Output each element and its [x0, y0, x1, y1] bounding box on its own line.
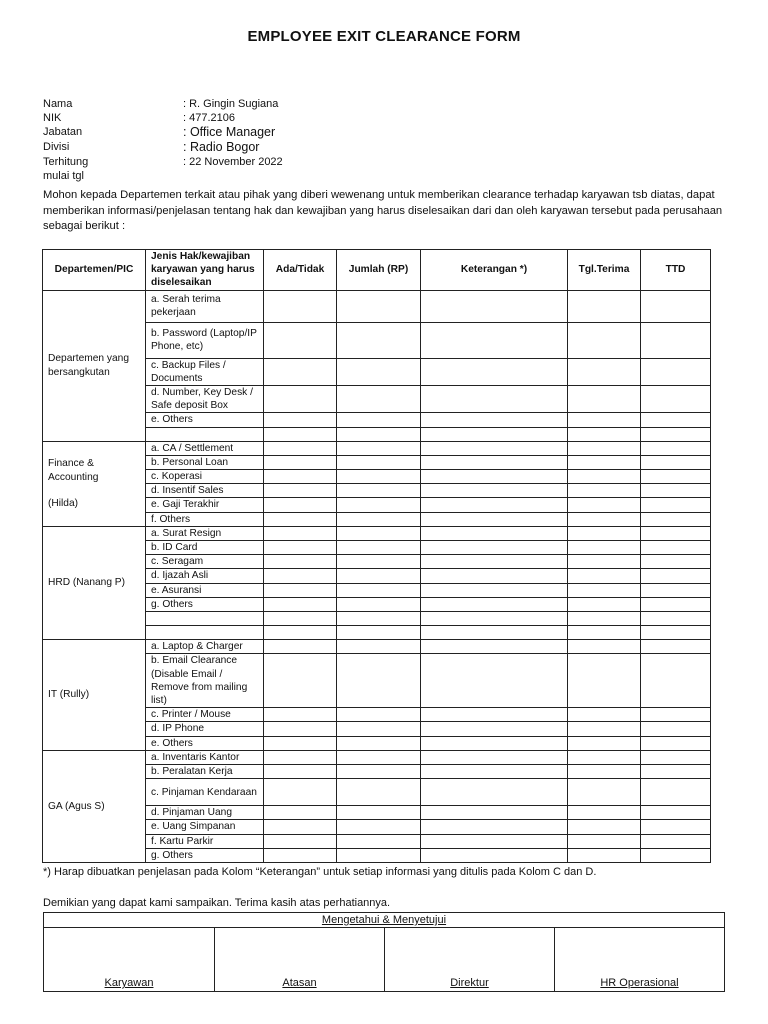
empty-entry-cell[interactable] — [421, 736, 568, 750]
empty-entry-cell[interactable] — [264, 290, 337, 322]
signatory-label: HR Operasional — [600, 977, 679, 989]
info-value: : R. Gingin Sugiana — [183, 98, 279, 110]
empty-entry-cell[interactable] — [421, 779, 568, 806]
form-title: EMPLOYEE EXIT CLEARANCE FORM — [247, 28, 521, 45]
empty-entry-cell[interactable] — [421, 484, 568, 498]
empty-entry-cell[interactable] — [641, 779, 711, 806]
approval-header — [44, 913, 725, 928]
empty-entry-cell[interactable] — [568, 358, 641, 385]
dept-label-line: HRD (Nanang P) — [48, 577, 125, 589]
dept-label-line: IT (Rully) — [48, 689, 90, 701]
empty-entry-cell[interactable] — [264, 640, 337, 654]
empty-entry-cell[interactable] — [641, 470, 711, 484]
empty-entry-cell[interactable] — [568, 750, 641, 764]
empty-entry-cell[interactable] — [337, 736, 421, 750]
empty-entry-cell[interactable] — [337, 290, 421, 322]
item-cell: e. Asuransi — [146, 583, 264, 597]
empty-entry-cell[interactable] — [421, 708, 568, 722]
empty-entry-cell[interactable] — [568, 834, 641, 848]
empty-entry-cell[interactable] — [568, 626, 641, 640]
empty-entry-cell[interactable] — [337, 612, 421, 626]
dept-label-line: bersangkutan — [48, 366, 110, 378]
empty-entry-cell[interactable] — [568, 484, 641, 498]
col-header-jenis: Jenis Hak/kewajiban karyawan yang harus diselesaikan — [146, 250, 264, 291]
signature-box-atasan — [215, 928, 385, 992]
empty-entry-cell[interactable] — [264, 750, 337, 764]
table-header-row — [43, 250, 711, 291]
empty-entry-cell[interactable] — [337, 640, 421, 654]
empty-entry-cell[interactable] — [264, 512, 337, 526]
empty-entry-cell[interactable] — [337, 526, 421, 540]
empty-entry-cell[interactable] — [421, 654, 568, 708]
empty-entry-cell[interactable] — [641, 498, 711, 512]
info-value: : Radio Bogor — [183, 140, 260, 154]
item-cell: g. Others — [146, 848, 264, 862]
info-value: : 22 November 2022 — [183, 156, 283, 168]
empty-entry-cell[interactable] — [641, 820, 711, 834]
empty-entry-cell[interactable] — [641, 322, 711, 358]
table-row — [43, 640, 711, 654]
empty-entry-cell[interactable] — [337, 555, 421, 569]
item-cell: a. Surat Resign — [146, 526, 264, 540]
item-cell: b. Peralatan Kerja — [146, 765, 264, 779]
col-header-ada-tidak: Ada/Tidak — [264, 250, 337, 291]
item-cell: c. Backup Files / Documents — [146, 358, 264, 385]
info-value: : 477.2106 — [183, 112, 235, 124]
empty-entry-cell[interactable] — [641, 541, 711, 555]
empty-entry-cell[interactable] — [641, 455, 711, 469]
empty-entry-cell[interactable] — [641, 555, 711, 569]
empty-entry-cell[interactable] — [421, 413, 568, 427]
dept-label-line — [48, 484, 140, 497]
empty-entry-cell[interactable] — [264, 806, 337, 820]
empty-entry-cell[interactable] — [264, 541, 337, 555]
empty-entry-cell[interactable] — [568, 427, 641, 441]
empty-entry-cell[interactable] — [264, 736, 337, 750]
empty-entry-cell[interactable] — [337, 597, 421, 611]
empty-entry-cell[interactable] — [568, 736, 641, 750]
signatory-label: Karyawan — [104, 977, 154, 989]
item-cell: e. Gaji Terakhir — [146, 498, 264, 512]
item-cell: a. Serah terima pekerjaan — [146, 290, 264, 322]
empty-entry-cell[interactable] — [568, 290, 641, 322]
empty-entry-cell[interactable] — [264, 322, 337, 358]
item-cell: a. Laptop & Charger — [146, 640, 264, 654]
empty-entry-cell[interactable] — [264, 413, 337, 427]
empty-entry-cell[interactable] — [264, 569, 337, 583]
empty-entry-cell[interactable] — [337, 722, 421, 736]
empty-entry-cell[interactable] — [568, 848, 641, 862]
empty-entry-cell[interactable] — [421, 470, 568, 484]
empty-entry-cell[interactable] — [641, 569, 711, 583]
empty-entry-cell[interactable] — [568, 597, 641, 611]
empty-entry-cell[interactable] — [264, 626, 337, 640]
approval-table — [43, 912, 725, 992]
info-label: Nama — [43, 98, 73, 110]
dept-label-line: (Hilda) — [48, 497, 79, 509]
empty-entry-cell[interactable] — [337, 583, 421, 597]
empty-entry-cell[interactable] — [421, 834, 568, 848]
empty-entry-cell[interactable] — [337, 498, 421, 512]
empty-entry-cell[interactable] — [641, 427, 711, 441]
dept-cell-hrd — [43, 526, 146, 639]
empty-entry-cell[interactable] — [264, 386, 337, 413]
dept-cell-ga — [43, 750, 146, 862]
empty-entry-cell[interactable] — [641, 654, 711, 708]
item-cell: g. Others — [146, 597, 264, 611]
item-cell: a. Inventaris Kantor — [146, 750, 264, 764]
empty-entry-cell[interactable] — [264, 654, 337, 708]
empty-entry-cell[interactable] — [264, 765, 337, 779]
empty-entry-cell[interactable] — [641, 512, 711, 526]
table-row — [43, 750, 711, 764]
item-cell: b. Password (Laptop/IP Phone, etc) — [146, 322, 264, 358]
empty-entry-cell[interactable] — [641, 848, 711, 862]
item-cell: e. Others — [146, 736, 264, 750]
empty-entry-cell[interactable] — [421, 555, 568, 569]
item-cell: d. Pinjaman Uang — [146, 806, 264, 820]
closing-text: Demikian yang dapat kami sampaikan. Terima kasih atas perhatiannya. — [43, 897, 391, 909]
item-cell: c. Seragam — [146, 555, 264, 569]
col-header-jumlah: Jumlah (RP) — [337, 250, 421, 291]
info-label: Divisi — [43, 141, 70, 153]
dept-label-line: Finance & — [48, 458, 94, 470]
clearance-table — [42, 249, 711, 863]
table-row — [43, 290, 711, 322]
item-cell: e. Uang Simpanan — [146, 820, 264, 834]
empty-entry-cell[interactable] — [264, 526, 337, 540]
empty-entry-cell[interactable] — [421, 765, 568, 779]
info-label: NIK — [43, 112, 62, 124]
empty-entry-cell[interactable] — [421, 322, 568, 358]
empty-entry-cell[interactable] — [337, 322, 421, 358]
empty-entry-cell[interactable] — [421, 526, 568, 540]
empty-entry-cell[interactable] — [337, 358, 421, 385]
empty-entry-cell[interactable] — [421, 541, 568, 555]
empty-entry-cell[interactable] — [337, 569, 421, 583]
empty-entry-cell[interactable] — [641, 612, 711, 626]
empty-entry-cell[interactable] — [421, 612, 568, 626]
item-cell: d. IP Phone — [146, 722, 264, 736]
empty-entry-cell[interactable] — [421, 498, 568, 512]
item-cell: c. Pinjaman Kendaraan — [146, 779, 264, 806]
item-cell: b. Personal Loan — [146, 455, 264, 469]
item-cell: f. Kartu Parkir — [146, 834, 264, 848]
empty-entry-cell[interactable] — [641, 358, 711, 385]
empty-entry-cell[interactable] — [337, 541, 421, 555]
empty-entry-cell[interactable] — [641, 722, 711, 736]
empty-entry-cell[interactable] — [264, 498, 337, 512]
empty-entry-cell[interactable] — [568, 322, 641, 358]
empty-entry-cell[interactable] — [568, 386, 641, 413]
signatory-label: Atasan — [282, 977, 317, 989]
empty-entry-cell[interactable] — [568, 555, 641, 569]
dept-label-line: Accounting — [48, 471, 99, 483]
signature-box-hr — [555, 928, 725, 992]
empty-entry-cell[interactable] — [641, 708, 711, 722]
empty-entry-cell[interactable] — [641, 413, 711, 427]
empty-entry-cell[interactable] — [568, 569, 641, 583]
empty-entry-cell[interactable] — [568, 765, 641, 779]
item-cell — [146, 626, 264, 640]
dept-cell-departemen — [43, 290, 146, 441]
empty-entry-cell[interactable] — [337, 750, 421, 764]
empty-entry-cell[interactable] — [337, 806, 421, 820]
empty-entry-cell[interactable] — [421, 455, 568, 469]
info-label: Jabatan — [43, 126, 83, 138]
item-cell: d. Insentif Sales — [146, 484, 264, 498]
empty-entry-cell[interactable] — [421, 820, 568, 834]
empty-entry-cell[interactable] — [421, 441, 568, 455]
empty-entry-cell[interactable] — [421, 358, 568, 385]
empty-entry-cell[interactable] — [641, 526, 711, 540]
empty-entry-cell[interactable] — [641, 583, 711, 597]
empty-entry-cell[interactable] — [641, 640, 711, 654]
empty-entry-cell[interactable] — [641, 834, 711, 848]
empty-entry-cell[interactable] — [421, 512, 568, 526]
empty-entry-cell[interactable] — [421, 848, 568, 862]
empty-entry-cell[interactable] — [641, 290, 711, 322]
info-label: Terhitung mulai tgl — [43, 156, 89, 182]
empty-entry-cell[interactable] — [264, 834, 337, 848]
item-cell: e. Others — [146, 413, 264, 427]
empty-entry-cell[interactable] — [337, 455, 421, 469]
empty-entry-cell[interactable] — [337, 484, 421, 498]
empty-entry-cell[interactable] — [641, 765, 711, 779]
empty-entry-cell[interactable] — [337, 765, 421, 779]
empty-entry-cell[interactable] — [337, 779, 421, 806]
empty-entry-cell[interactable] — [641, 626, 711, 640]
dept-cell-finance — [43, 441, 146, 526]
approval-header-text: Mengetahui & Menyetujui — [321, 914, 447, 926]
empty-entry-cell[interactable] — [264, 555, 337, 569]
info-value: : Office Manager — [183, 125, 276, 139]
dept-label-line: GA (Agus S) — [48, 800, 105, 812]
empty-entry-cell[interactable] — [337, 820, 421, 834]
item-cell: c. Koperasi — [146, 470, 264, 484]
col-header-departemen: Departemen/PIC — [43, 250, 146, 291]
empty-entry-cell[interactable] — [421, 722, 568, 736]
dept-label-line: Departemen yang — [48, 353, 129, 365]
empty-entry-cell[interactable] — [337, 441, 421, 455]
empty-entry-cell[interactable] — [264, 612, 337, 626]
item-cell — [146, 612, 264, 626]
item-cell: b. Email Clearance (Disable Email / Remove from mailing list) — [146, 654, 264, 708]
empty-entry-cell[interactable] — [264, 722, 337, 736]
empty-entry-cell[interactable] — [421, 640, 568, 654]
item-cell: a. CA / Settlement — [146, 441, 264, 455]
empty-entry-cell[interactable] — [421, 626, 568, 640]
empty-entry-cell[interactable] — [337, 386, 421, 413]
empty-entry-cell[interactable] — [337, 708, 421, 722]
empty-entry-cell[interactable] — [337, 848, 421, 862]
empty-entry-cell[interactable] — [337, 654, 421, 708]
empty-entry-cell[interactable] — [264, 455, 337, 469]
signature-box-direktur — [385, 928, 555, 992]
signature-box-karyawan — [44, 928, 215, 992]
table-row — [43, 441, 711, 455]
empty-entry-cell[interactable] — [264, 820, 337, 834]
signatory-label: Direktur — [450, 977, 489, 989]
empty-entry-cell[interactable] — [421, 750, 568, 764]
empty-entry-cell[interactable] — [337, 834, 421, 848]
empty-entry-cell[interactable] — [568, 708, 641, 722]
col-header-ttd: TTD — [641, 250, 711, 291]
item-cell: c. Printer / Mouse — [146, 708, 264, 722]
intro-paragraph: Mohon kepada Departemen terkait atau pihak yang diberi wewenang untuk memberikan clearance terhadap karyawan tsb diatas, dapat memberikan informasi/penjelasan tentang hak dan kewajiban yang harus diselesaikan dari dan oleh karyawan tersebut pada perusahaan sebagai berikut : — [43, 189, 723, 232]
empty-entry-cell[interactable] — [337, 427, 421, 441]
empty-entry-cell[interactable] — [337, 470, 421, 484]
empty-entry-cell[interactable] — [568, 413, 641, 427]
empty-entry-cell[interactable] — [337, 626, 421, 640]
empty-entry-cell[interactable] — [264, 470, 337, 484]
empty-entry-cell[interactable] — [568, 470, 641, 484]
empty-entry-cell[interactable] — [264, 597, 337, 611]
empty-entry-cell[interactable] — [421, 806, 568, 820]
empty-entry-cell[interactable] — [641, 597, 711, 611]
empty-entry-cell[interactable] — [264, 441, 337, 455]
empty-entry-cell[interactable] — [337, 512, 421, 526]
empty-entry-cell[interactable] — [568, 722, 641, 736]
empty-entry-cell[interactable] — [421, 386, 568, 413]
col-header-keterangan: Keterangan *) — [421, 250, 568, 291]
dept-cell-it — [43, 640, 146, 751]
item-cell: d. Number, Key Desk / Safe deposit Box — [146, 386, 264, 413]
empty-entry-cell[interactable] — [568, 820, 641, 834]
empty-entry-cell[interactable] — [568, 806, 641, 820]
empty-entry-cell[interactable] — [264, 708, 337, 722]
empty-entry-cell[interactable] — [421, 427, 568, 441]
table-row — [43, 526, 711, 540]
item-cell: d. Ijazah Asli — [146, 569, 264, 583]
empty-entry-cell[interactable] — [568, 498, 641, 512]
footnote: *) Harap dibuatkan penjelasan pada Kolom “Keterangan” untuk setiap informasi yang ditulis pada Kolom C dan D. — [43, 866, 597, 878]
empty-entry-cell[interactable] — [641, 386, 711, 413]
empty-entry-cell[interactable] — [264, 848, 337, 862]
empty-entry-cell[interactable] — [568, 512, 641, 526]
empty-entry-cell[interactable] — [641, 750, 711, 764]
empty-entry-cell[interactable] — [641, 441, 711, 455]
empty-entry-cell[interactable] — [568, 526, 641, 540]
empty-entry-cell[interactable] — [641, 736, 711, 750]
empty-entry-cell[interactable] — [264, 358, 337, 385]
col-header-tgl-terima: Tgl.Terima — [568, 250, 641, 291]
empty-entry-cell[interactable] — [568, 640, 641, 654]
empty-entry-cell[interactable] — [421, 583, 568, 597]
empty-entry-cell[interactable] — [568, 654, 641, 708]
empty-entry-cell[interactable] — [264, 484, 337, 498]
item-cell — [146, 427, 264, 441]
empty-entry-cell[interactable] — [264, 583, 337, 597]
empty-entry-cell[interactable] — [641, 484, 711, 498]
empty-entry-cell[interactable] — [421, 597, 568, 611]
empty-entry-cell[interactable] — [568, 441, 641, 455]
empty-entry-cell[interactable] — [568, 779, 641, 806]
empty-entry-cell[interactable] — [568, 455, 641, 469]
empty-entry-cell[interactable] — [337, 413, 421, 427]
empty-entry-cell[interactable] — [568, 612, 641, 626]
empty-entry-cell[interactable] — [641, 806, 711, 820]
item-cell: f. Others — [146, 512, 264, 526]
empty-entry-cell[interactable] — [421, 569, 568, 583]
empty-entry-cell[interactable] — [568, 541, 641, 555]
empty-entry-cell[interactable] — [421, 290, 568, 322]
empty-entry-cell[interactable] — [568, 583, 641, 597]
item-cell: b. ID Card — [146, 541, 264, 555]
empty-entry-cell[interactable] — [264, 427, 337, 441]
empty-entry-cell[interactable] — [264, 779, 337, 806]
